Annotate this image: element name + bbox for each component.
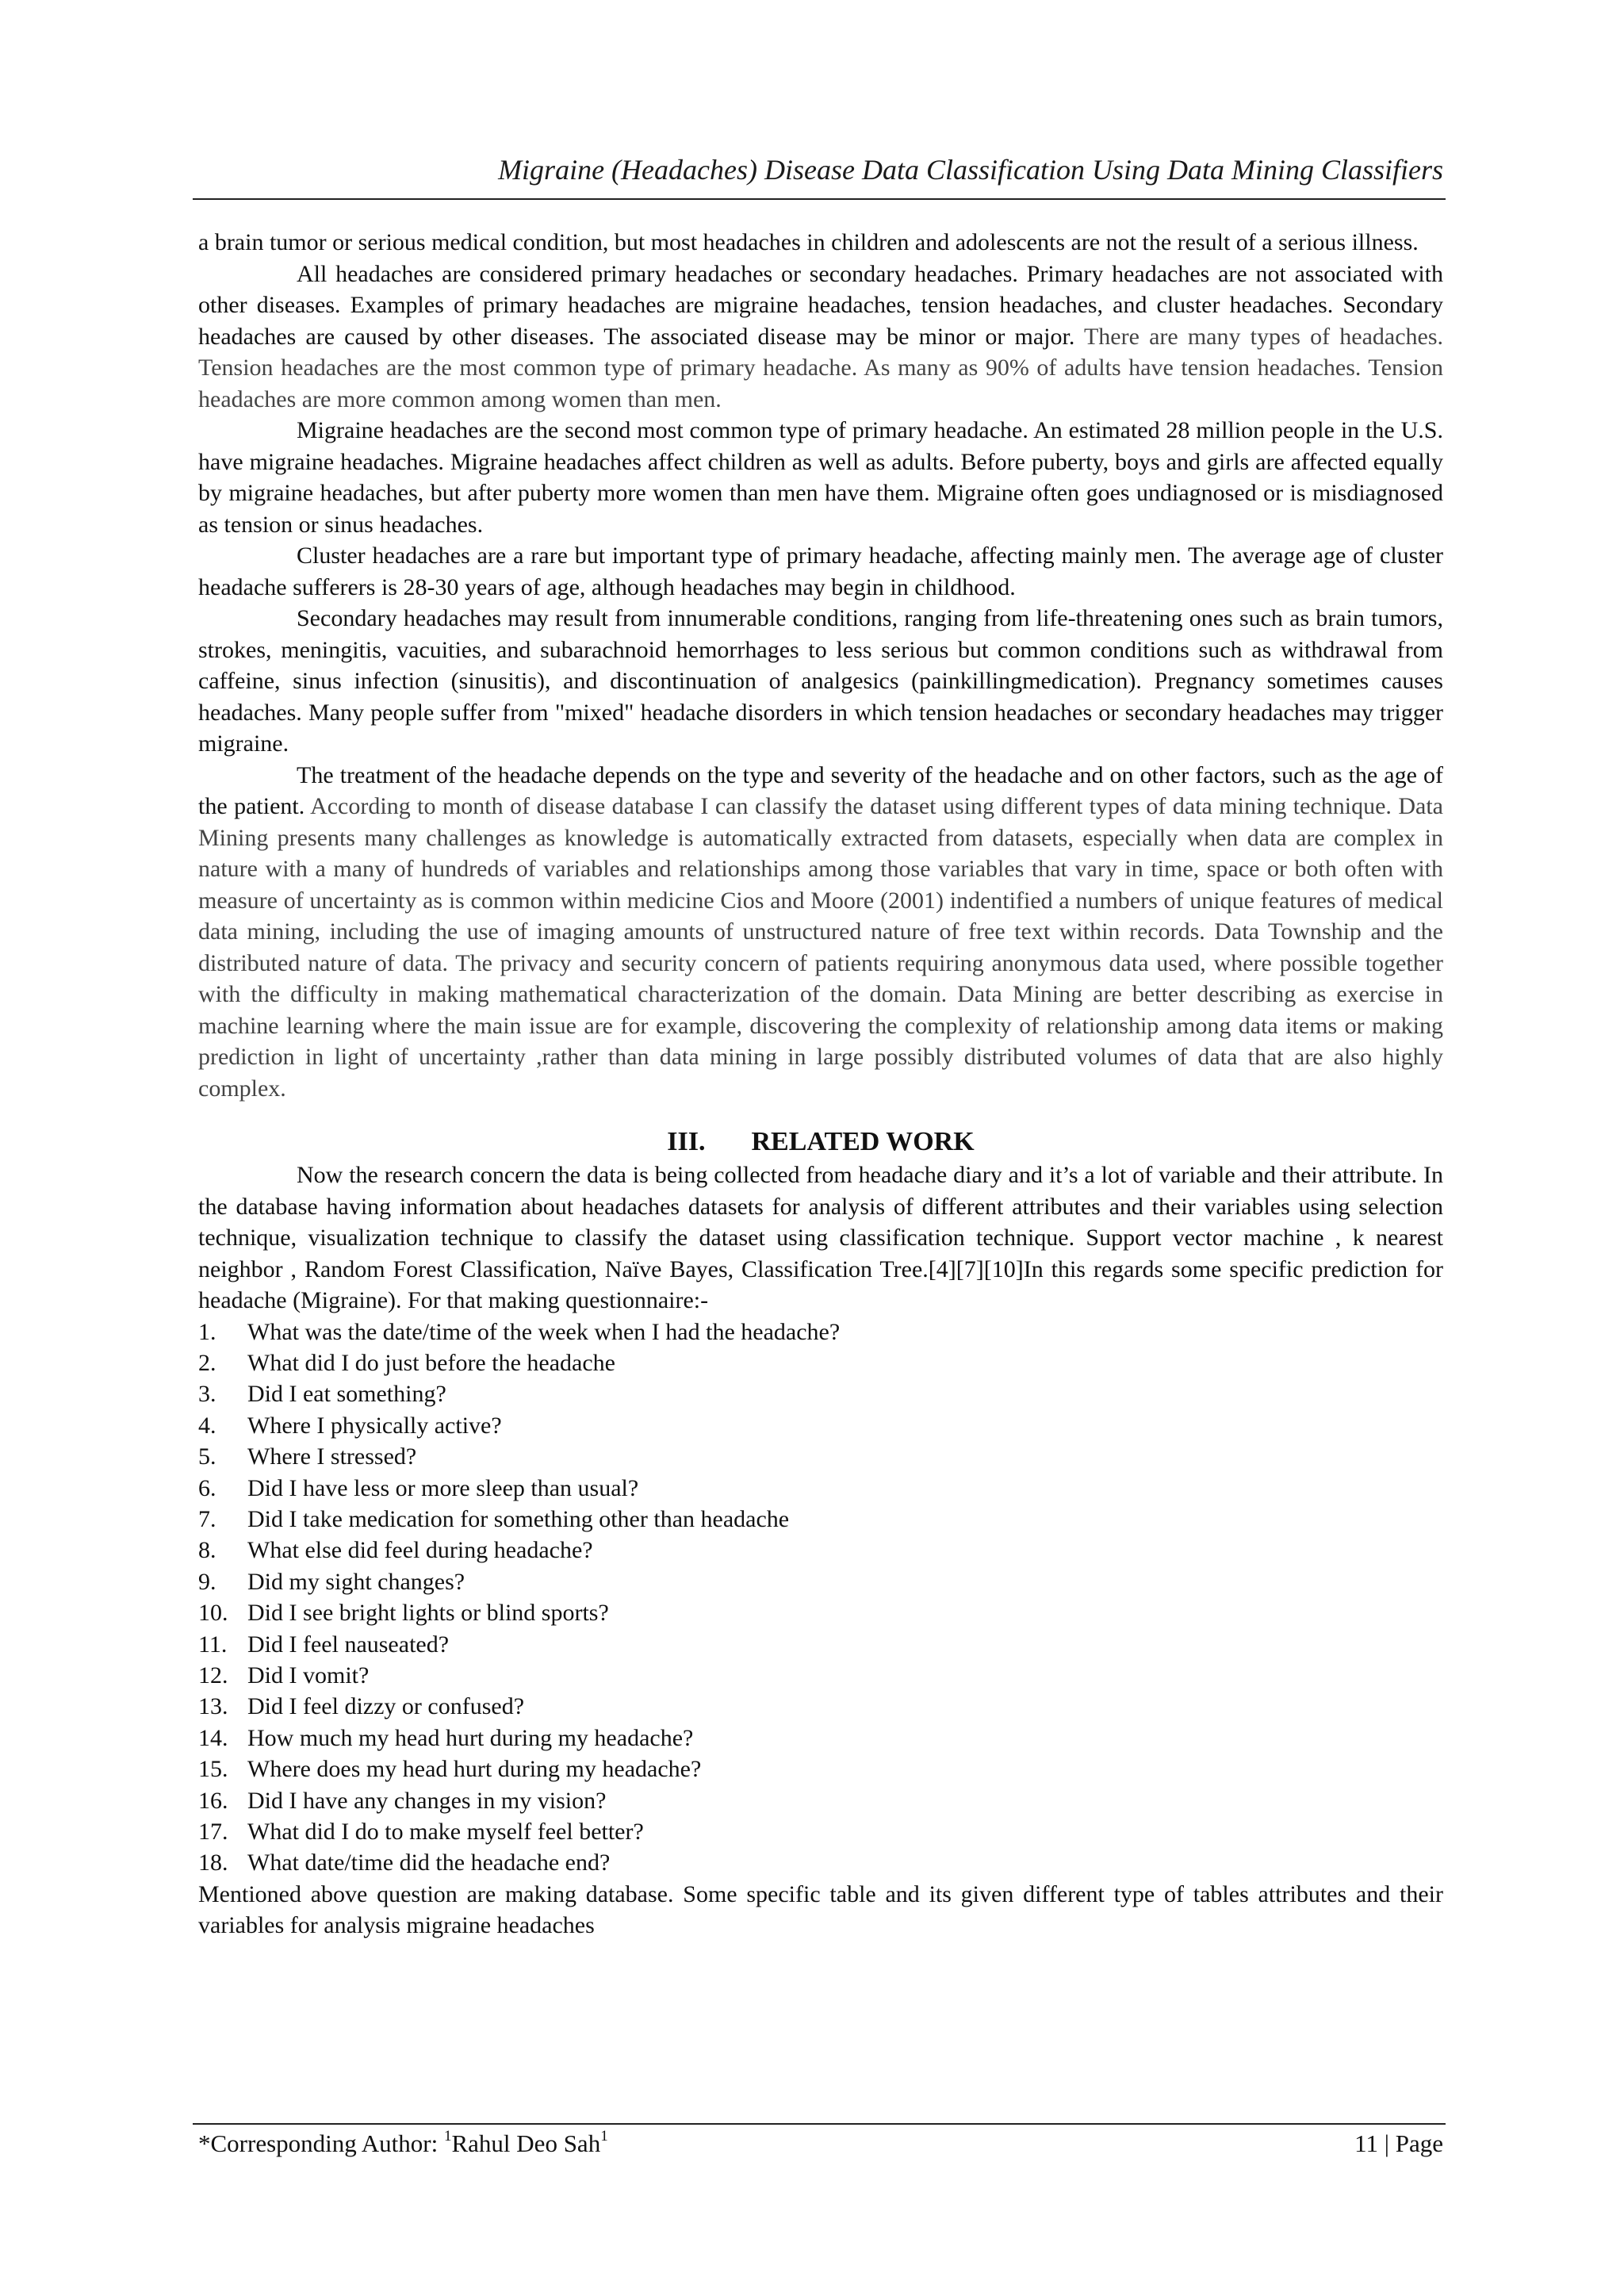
item-number: 11. <box>198 1631 228 1658</box>
list-item <box>198 1785 1443 1816</box>
corresponding-author <box>198 2127 608 2160</box>
list-item <box>198 1847 1443 1878</box>
paragraph-6 <box>198 760 1443 1105</box>
item-number: 16. <box>198 1787 228 1814</box>
section-title: RELATED WORK <box>751 1127 975 1156</box>
page-footer <box>198 2127 1443 2160</box>
item-text: What did I do to make myself feel better? <box>247 1819 644 1845</box>
list-item <box>198 1535 1443 1566</box>
item-number: 12. <box>198 1662 228 1688</box>
section-number: III. <box>667 1127 706 1156</box>
author-superscript-post: 1 <box>600 2128 608 2145</box>
footer-rule <box>193 2123 1446 2125</box>
item-text: What date/time did the headache end? <box>247 1849 611 1876</box>
item-text: How much my head hurt during my headache? <box>247 1724 694 1751</box>
header-rule <box>193 198 1446 200</box>
list-item <box>198 1816 1443 1847</box>
item-number: 18. <box>198 1849 228 1876</box>
running-title: Migraine (Headaches) Disease Data Classification Using Data Mining Classifiers <box>498 154 1443 186</box>
item-number: 13. <box>198 1693 228 1720</box>
item-text: What was the date/time of the week when I had the headache? <box>247 1318 841 1345</box>
list-item <box>198 1347 1443 1378</box>
item-text: What did I do just before the headache <box>247 1349 615 1376</box>
author-name: Rahul Deo Sah <box>451 2129 601 2157</box>
list-item <box>198 1691 1443 1722</box>
questionnaire-list <box>198 1317 1443 1879</box>
paragraph-4: Cluster headaches are a rare but important type of primary headache, affecting mainly men. The average age of cluster headache sufferers is 28-30 years of age, although headaches may begin in childhood. <box>198 542 1443 600</box>
item-number: 1. <box>198 1318 216 1345</box>
page-body <box>198 227 1443 1941</box>
item-number: 17. <box>198 1819 228 1845</box>
paragraph-3: Migraine headaches are the second most common type of primary headache. An estimated 28 million people in the U.S. have migraine headaches. Migraine headaches affect children as well as adults. Before puberty, boys and girls are affected equally by migraine headaches, but after puberty more women than men have them. Migraine often goes undiagnosed or is misdiagnosed as tension or sinus headaches. <box>198 417 1443 538</box>
item-number: 9. <box>198 1568 216 1595</box>
item-text: Did I vomit? <box>247 1662 370 1688</box>
item-text: Did I see bright lights or blind sports? <box>247 1600 609 1627</box>
list-item <box>198 1410 1443 1441</box>
list-item <box>198 1317 1443 1347</box>
list-item <box>198 1504 1443 1535</box>
paragraph-1: a brain tumor or serious medical condition, but most headaches in children and adolescents are not the result of a serious illness. <box>198 229 1419 255</box>
section-intro: Now the research concern the data is being collected from headache diary and it’s a lot of variable and their attribute. In the database having information about headaches datasets for analysis of different attributes and their variables using selection technique, visualization technique to classify the dataset using classification technique. Support vector machine , k nearest neighbor , Random Forest Classification, Naïve Bayes, Classification Tree.[4][7][10]In this regards some specific prediction for headache (Migraine). For that making questionnaire:- <box>198 1162 1443 1313</box>
item-number: 7. <box>198 1505 216 1532</box>
paragraph-6-part-a: The treatment of the headache depends on the type and severity of the headache and on other factors, such as the age of the patient. <box>198 761 1443 819</box>
list-item <box>198 1566 1443 1597</box>
page-number: 11 | Page <box>1354 2129 1443 2157</box>
item-text: Did I eat something? <box>247 1381 446 1408</box>
item-number: 15. <box>198 1756 228 1783</box>
list-item <box>198 1660 1443 1691</box>
item-number: 14. <box>198 1724 228 1751</box>
section-heading <box>198 1125 1443 1159</box>
item-number: 5. <box>198 1443 216 1470</box>
item-text: Did I feel nauseated? <box>247 1631 450 1658</box>
paragraph-6-part-b: According to month of disease database I can classify the dataset using different types of data mining technique. Data Mining presents many challenges as knowledge is automatically extracted from datasets, especially when data are complex in nature with a many of hundreds of variables and relationships among those variables that vary in time, space or both often with measure of uncertainty as is common within medicine Cios and Moore (2001) indentified a numbers of unique features of medical data mining, including the use of imaging amounts of unstructured nature of free text within records. Data Township and the distributed nature of data. The privacy and security concern of patients requiring anonymous data used, where possible together with the difficulty in making mathematical characterization of the domain. Data Mining are better describing as exercise in machine learning where the main issue are for example, discovering the complexity of relationship among data items or making prediction in light of uncertainty ,rather than data mining in large possibly distributed volumes of data that are also highly complex. <box>198 793 1443 1102</box>
paragraph-2-part-a: All headaches are considered primary headaches or secondary headaches. Primary headaches are not associated with other diseases. Examples of primary headaches are migraine headaches, tension headaches, and cluster headaches. Secondary headaches are caused by other diseases. The associated disease may be minor or major. <box>198 260 1443 350</box>
item-number: 10. <box>198 1600 228 1627</box>
paragraph-2 <box>198 259 1443 416</box>
list-item <box>198 1378 1443 1409</box>
author-label: *Corresponding Author: <box>198 2129 444 2157</box>
paragraph-2-part-b: There are many types of headaches. Tension headaches are the most common type of primary headache. As many as 90% of adults have tension headaches. Tension headaches are more common among women than men. <box>198 323 1444 412</box>
list-item <box>198 1629 1443 1660</box>
item-number: 4. <box>198 1412 216 1439</box>
item-number: 6. <box>198 1474 216 1501</box>
item-text: Did I have any changes in my vision? <box>247 1787 607 1814</box>
paragraph-5: Secondary headaches may result from innumerable conditions, ranging from life-threatening ones such as brain tumors, strokes, meningitis, vacuities, and subarachnoid hemorrhages to less serious but common conditions such as withdrawal from caffeine, sinus infection (sinusitis), and discontinuation of analgesics (painkillingmedication). Pregnancy sometimes causes headaches. Many people suffer from "mixed" headache disorders in which tension headaches or secondary headaches may trigger migraine. <box>198 605 1443 757</box>
item-text: Did I have less or more sleep than usual? <box>247 1474 639 1501</box>
item-text: Where I stressed? <box>247 1443 417 1470</box>
list-item <box>198 1754 1443 1784</box>
item-text: Did I feel dizzy or confused? <box>247 1693 525 1720</box>
item-number: 2. <box>198 1349 216 1376</box>
item-text: Did I take medication for something other than headache <box>247 1505 790 1532</box>
item-number: 8. <box>198 1537 216 1564</box>
list-item <box>198 1597 1443 1628</box>
list-item <box>198 1473 1443 1504</box>
item-text: What else did feel during headache? <box>247 1537 593 1564</box>
item-text: Did my sight changes? <box>247 1568 465 1595</box>
list-item <box>198 1441 1443 1472</box>
item-number: 3. <box>198 1381 216 1408</box>
item-text: Where does my head hurt during my headache? <box>247 1756 702 1783</box>
author-superscript-pre: 1 <box>444 2128 452 2145</box>
item-text: Where I physically active? <box>247 1412 502 1439</box>
closing-paragraph: Mentioned above question are making database. Some specific table and its given different type of tables attributes and their variables for analysis migraine headaches <box>198 1880 1443 1939</box>
list-item <box>198 1723 1443 1754</box>
